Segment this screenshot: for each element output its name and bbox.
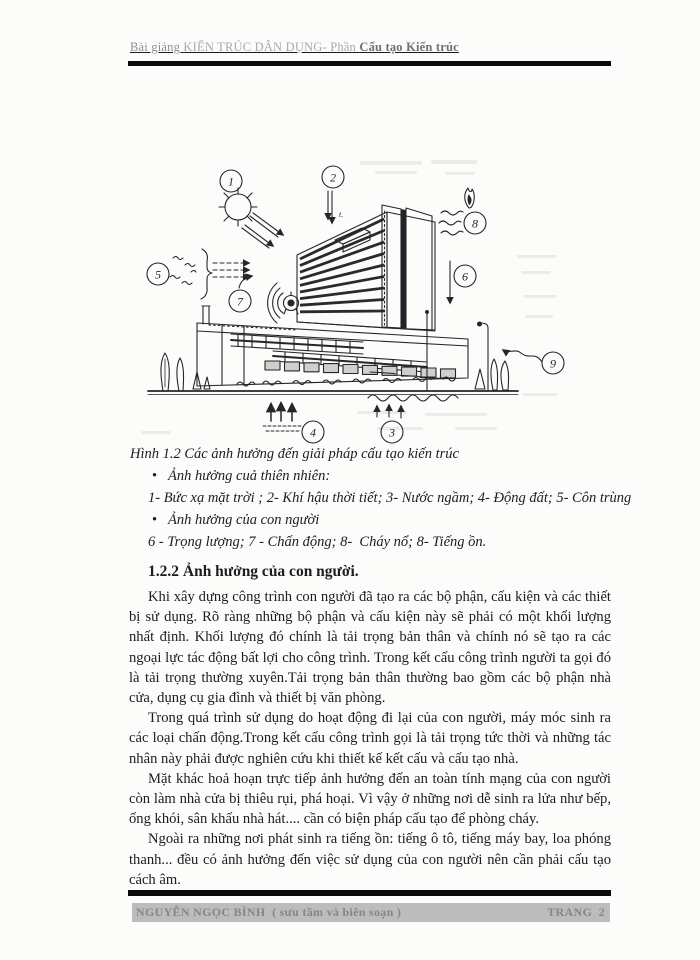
loudspeaker-icon <box>284 292 299 314</box>
wind-arrows <box>213 263 249 277</box>
footer-bar <box>132 903 610 922</box>
figure-marker-5 <box>147 263 169 285</box>
page-header <box>130 40 459 55</box>
sound-waves <box>239 276 283 323</box>
paragraph-3: Mặt khác hoả hoạn trực tiếp ảnh hưởng đến an toàn tính mạng của con người còn làm nhà cửa bị thiêu rụi, phá hoại. Vì vậy ở những nơi dễ sinh ra lửa như bếp, ống khói, sân khấu nhà hát.... cần có biện pháp cấu tạo để phòng cháy. <box>129 770 611 828</box>
header-rule <box>128 61 611 66</box>
earthquake-arrows <box>263 403 303 431</box>
trees-right <box>475 359 509 390</box>
legend-bullet-human-label: Ảnh hưởng của con người <box>168 512 320 528</box>
legend-bullet-nature <box>130 465 612 487</box>
paragraph-4: Ngoài ra những nơi phát sinh ra tiếng ồn: tiếng ô tô, tiếng máy bay, loa phóng thanh... đều có ảnh hưởng đến việc sử dụng của con người nên cần phải cấu tạo cách âm. <box>129 831 611 888</box>
solar-radiation-arrows <box>242 213 283 248</box>
bullet-icon: • <box>152 512 158 528</box>
section-body <box>129 587 611 890</box>
bullet-icon: • <box>152 468 158 484</box>
temperature-label: t. <box>339 210 344 219</box>
paragraph-2: Trong quá trình sử dụng do hoạt động đi lại của con người, máy móc sinh ra các loại chấn động.Trong kết cấu công trình gọi là tải trọng tức thời và những tác nhân này phải được nghiên cứu khi thiết kế kết cấu và cấu tạo nhà. <box>129 710 611 767</box>
figure-marker-2 <box>322 166 344 188</box>
fire-squiggles <box>439 211 463 235</box>
figure-marker-3 <box>381 421 403 443</box>
svg-text:2: 2 <box>330 170 336 185</box>
svg-text:7: 7 <box>237 294 243 309</box>
header-part-title: Cấu tạo Kiến trúc <box>359 40 459 54</box>
svg-text:8: 8 <box>472 216 478 231</box>
brace-icon <box>201 249 212 299</box>
header-prefix: Bài giảng <box>130 40 184 54</box>
climate-arrows <box>328 191 343 223</box>
svg-text:9: 9 <box>550 356 556 371</box>
svg-text:3: 3 <box>389 425 395 440</box>
legend-bullet-nature-label: Ảnh hưởng cuả thiên nhiên: <box>168 468 331 484</box>
header-course-title: KIẾN TRÚC DÂN DỤNG- Phần <box>183 40 360 54</box>
svg-text:5: 5 <box>155 267 161 282</box>
figure-caption: Hình 1.2 Các ảnh hưởng đến giải pháp cấu tạo kiến trúc <box>130 446 459 462</box>
section-heading: 1.2.2 Ảnh hưởng của con người. <box>148 563 359 580</box>
flame-icon <box>465 188 475 208</box>
ground-line <box>148 391 518 395</box>
figure-marker-8 <box>464 212 486 234</box>
figure-caption-block <box>130 443 632 553</box>
legend-nature-items: 1- Bức xạ mặt trời ; 2- Khí hậu thời tiết; 3- Nước ngầm; 4- Động đất; 5- Côn trùng <box>148 490 632 506</box>
figure-marker-7 <box>229 290 251 312</box>
footer-author: NGUYỄN NGỌC BÌNH ( sưu tầm và biên soạn ) <box>136 905 402 919</box>
figure-marker-9 <box>542 352 564 374</box>
figure-marker-4 <box>302 421 324 443</box>
legend-human-items: 6 - Trọng lượng; 7 - Chấn động; 8- Cháy nổ; 8- Tiếng ồn. <box>148 534 487 550</box>
figure-1-2-illustration <box>125 155 565 447</box>
birds-icon <box>170 257 196 285</box>
svg-text:4: 4 <box>310 425 316 440</box>
svg-text:1: 1 <box>228 174 234 189</box>
sun-icon <box>219 188 257 226</box>
tower-building <box>297 205 435 331</box>
footer-page-number: TRANG 2 <box>547 905 605 919</box>
svg-text:6: 6 <box>462 269 468 284</box>
figure-marker-1 <box>220 170 242 192</box>
noise-arrow <box>503 350 542 362</box>
footer-rule <box>128 890 611 896</box>
legend-bullet-human <box>130 509 612 531</box>
figure-marker-6 <box>454 265 476 287</box>
paragraph-1: Khi xây dựng công trình con người đã tạo ra các bộ phận, cấu kiện và các thiết bị sử dụng. Rõ ràng những bộ phận và cấu kiện này sẽ phải có một khối lượng nhất định. Khối lượng đó chính là tải trọng bản thân và chính nó sẽ tạo ra các ngoại lực tác động bất lợi cho công trình. Trong kết cấu công trình người ta gọi đó là tải trọng thường xuyên.Tải trọng bản thân thường bao gồm các bộ phận nhà cửa, dụng cụ gia đình và thiết bị văn phòng. <box>129 589 611 707</box>
